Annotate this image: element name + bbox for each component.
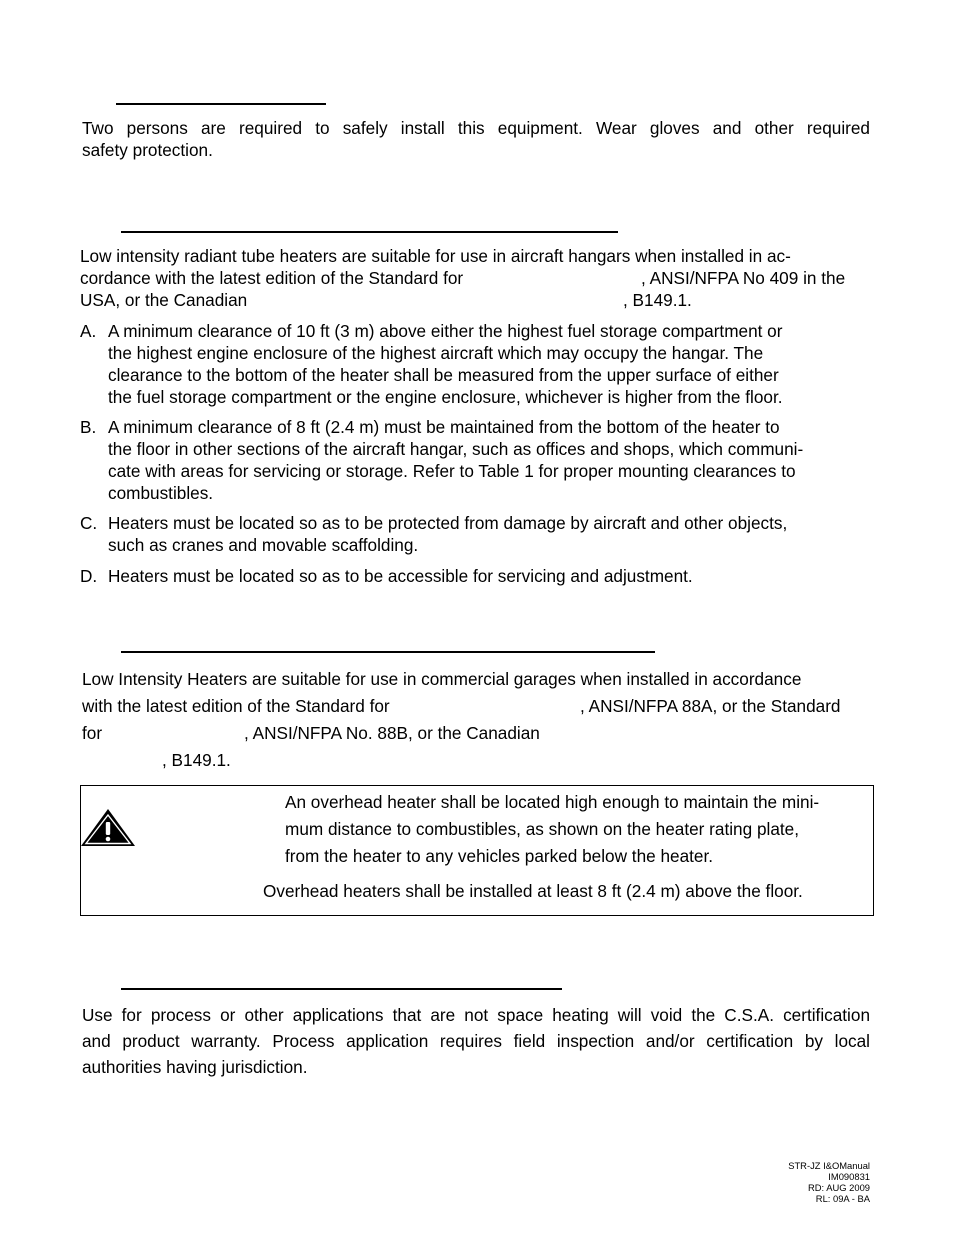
list-item-letter: A.	[80, 321, 97, 341]
garage-text-line: for	[82, 723, 103, 743]
hangar-intro-line: , ANSI/NFPA No 409 in the	[641, 268, 846, 288]
heading-rule-hangars	[121, 231, 618, 233]
list-item-line: the floor in other sections of the aircraft hangar, such as offices and shops, which communi-	[108, 439, 804, 459]
process-text-line: Use for process or other applications that are not space heating will void the C.S.A. certification	[82, 1005, 870, 1025]
garage-text-line: with the latest edition of the Standard for	[82, 696, 390, 716]
hangar-intro-line: Low intensity radiant tube heaters are suitable for use in aircraft hangars when installed in ac-	[80, 246, 791, 266]
list-item-letter: B.	[80, 417, 97, 437]
warning-text-line: Overhead heaters shall be installed at least 8 ft (2.4 m) above the floor.	[263, 881, 803, 901]
garage-text-line: Low Intensity Heaters are suitable for use in commercial garages when installed in accordance	[82, 669, 802, 689]
heading-rule-safety	[116, 103, 326, 105]
safety-text-line: safety protection.	[82, 140, 213, 160]
hangar-intro-line: USA, or the Canadian	[80, 290, 248, 310]
safety-text-line: Two persons are required to safely install this equipment. Wear gloves and other required	[82, 118, 870, 138]
warning-text-line: mum distance to combustibles, as shown on the heater rating plate,	[285, 819, 799, 839]
list-item-line: clearance to the bottom of the heater shall be measured from the upper surface of either	[108, 365, 779, 385]
list-item-line: Heaters must be located so as to be protected from damage by aircraft and other objects,	[108, 513, 788, 533]
footer-doc-number: IM090831	[828, 1171, 870, 1182]
warning-text-line: from the heater to any vehicles parked below the heater.	[285, 846, 714, 866]
footer-revision-date: RD: AUG 2009	[807, 1182, 870, 1193]
list-item-letter: C.	[80, 513, 98, 533]
warning-triangle-icon	[80, 808, 136, 848]
list-item-line: such as cranes and movable scaffolding.	[108, 535, 419, 555]
process-text-line: and product warranty. Process application requires field inspection and/or certification by local	[82, 1031, 870, 1051]
list-item-letter: D.	[80, 566, 98, 586]
warning-text-line: An overhead heater shall be located high enough to maintain the mini-	[285, 792, 820, 812]
heading-rule-garages	[121, 651, 655, 653]
list-item-line: A minimum clearance of 10 ft (3 m) above either the highest fuel storage compartment or	[108, 321, 783, 341]
footer-manual-id: STR-JZ I&OManual	[788, 1160, 870, 1171]
process-text-line: authorities having jurisdiction.	[82, 1057, 308, 1077]
hangar-intro-line: , B149.1.	[623, 290, 692, 310]
garage-text-line: , ANSI/NFPA No. 88B, or the Canadian	[244, 723, 540, 743]
list-item-line: cate with areas for servicing or storage. Refer to Table 1 for proper mounting clearances to	[108, 461, 796, 481]
list-item-line: the fuel storage compartment or the engine enclosure, whichever is higher from the floor.	[108, 387, 783, 407]
list-item-line: the highest engine enclosure of the highest aircraft which may occupy the hangar. The	[108, 343, 764, 363]
heading-rule-process	[121, 988, 562, 990]
hangar-intro-line: cordance with the latest edition of the Standard for	[80, 268, 464, 288]
garage-text-line: , ANSI/NFPA 88A, or the Standard	[580, 696, 841, 716]
list-item-line: A minimum clearance of 8 ft (2.4 m) must be maintained from the bottom of the heater to	[108, 417, 780, 437]
garage-text-line: , B149.1.	[162, 750, 231, 770]
list-item-line: combustibles.	[108, 483, 214, 503]
footer-release: RL: 09A - BA	[815, 1193, 870, 1204]
list-item-line: Heaters must be located so as to be accessible for servicing and adjustment.	[108, 566, 693, 586]
